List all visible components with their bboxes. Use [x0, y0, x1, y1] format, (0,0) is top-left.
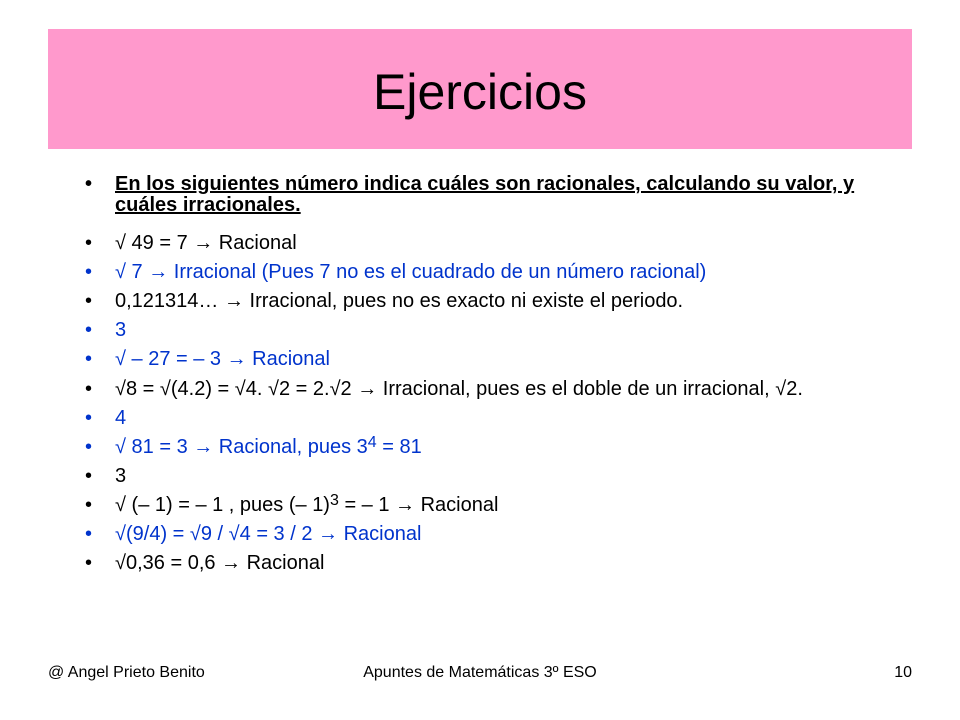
exercise-item-sqrt8	[85, 378, 885, 400]
exercise-item-cuberoot-neg27	[85, 349, 885, 370]
bullet-dot: •	[85, 232, 93, 254]
bullet-dot: •	[85, 436, 93, 458]
exercise-item-3-b	[85, 466, 885, 487]
exercise-item-sqrt49	[85, 233, 885, 254]
exercise-item-3-a	[85, 320, 885, 341]
exercise-item-root-neg1	[85, 492, 885, 516]
bullet-dot: •	[85, 465, 93, 487]
exercise-item-sqrt-036	[85, 553, 885, 574]
instructions-text: En los siguientes número indica cuáles son racionales, calculando su valor, y cuáles irracionales.	[115, 173, 855, 216]
item-exponent: 4	[367, 434, 377, 451]
item-text-pre: √ (– 1) = – 1 , pues (– 1)	[115, 494, 330, 516]
exercise-item-4	[85, 408, 885, 429]
bullet-dot: •	[85, 290, 93, 312]
item-text: √ 49 = 7 → Racional	[115, 232, 297, 254]
item-text: √ 7 → Irracional (Pues 7 no es el cuadrado de un número racional)	[115, 261, 707, 283]
exercise-item-root81	[85, 434, 885, 458]
bullet-dot: •	[85, 494, 93, 516]
item-text: √0,36 = 0,6 → Racional	[115, 552, 325, 574]
exercise-item-decimal	[85, 291, 885, 312]
item-text-post: = 81	[376, 436, 422, 458]
slide-title: Ejercicios	[373, 64, 587, 120]
footer-author: @ Angel Prieto Benito	[48, 664, 205, 681]
footer-page-number: 10	[894, 664, 912, 681]
exercise-item-sqrt-9-4	[85, 524, 885, 545]
bullet-dot: •	[85, 319, 93, 341]
footer-course: Apuntes de Matemáticas 3º ESO	[363, 664, 597, 681]
item-text: 4	[115, 407, 127, 429]
bullet-dot: •	[85, 378, 93, 400]
bullet-dot: •	[85, 552, 93, 574]
item-text: √(9/4) = √9 / √4 = 3 / 2 → Racional	[115, 523, 422, 545]
item-exponent: 3	[329, 492, 339, 509]
item-text-post: = – 1 → Racional	[338, 494, 499, 516]
bullet-dot: •	[85, 348, 93, 370]
bullet-dot: •	[85, 523, 93, 545]
bullet-dot: •	[85, 173, 93, 195]
exercise-instructions	[85, 174, 885, 216]
exercise-item-sqrt7	[85, 262, 885, 283]
exercise-list	[85, 174, 885, 574]
bullet-dot: •	[85, 261, 93, 283]
item-text: √8 = √(4.2) = √4. √2 = 2.√2 → Irracional, pues es el doble de un irracional, √2.	[115, 378, 803, 400]
item-text: √ – 27 = – 3 → Racional	[115, 348, 330, 370]
item-text: 0,121314… → Irracional, pues no es exacto ni existe el periodo.	[115, 290, 684, 312]
item-text: 3	[115, 465, 127, 487]
item-text: 3	[115, 319, 127, 341]
item-text-pre: √ 81 = 3 → Racional, pues 3	[115, 436, 368, 458]
bullet-dot: •	[85, 407, 93, 429]
